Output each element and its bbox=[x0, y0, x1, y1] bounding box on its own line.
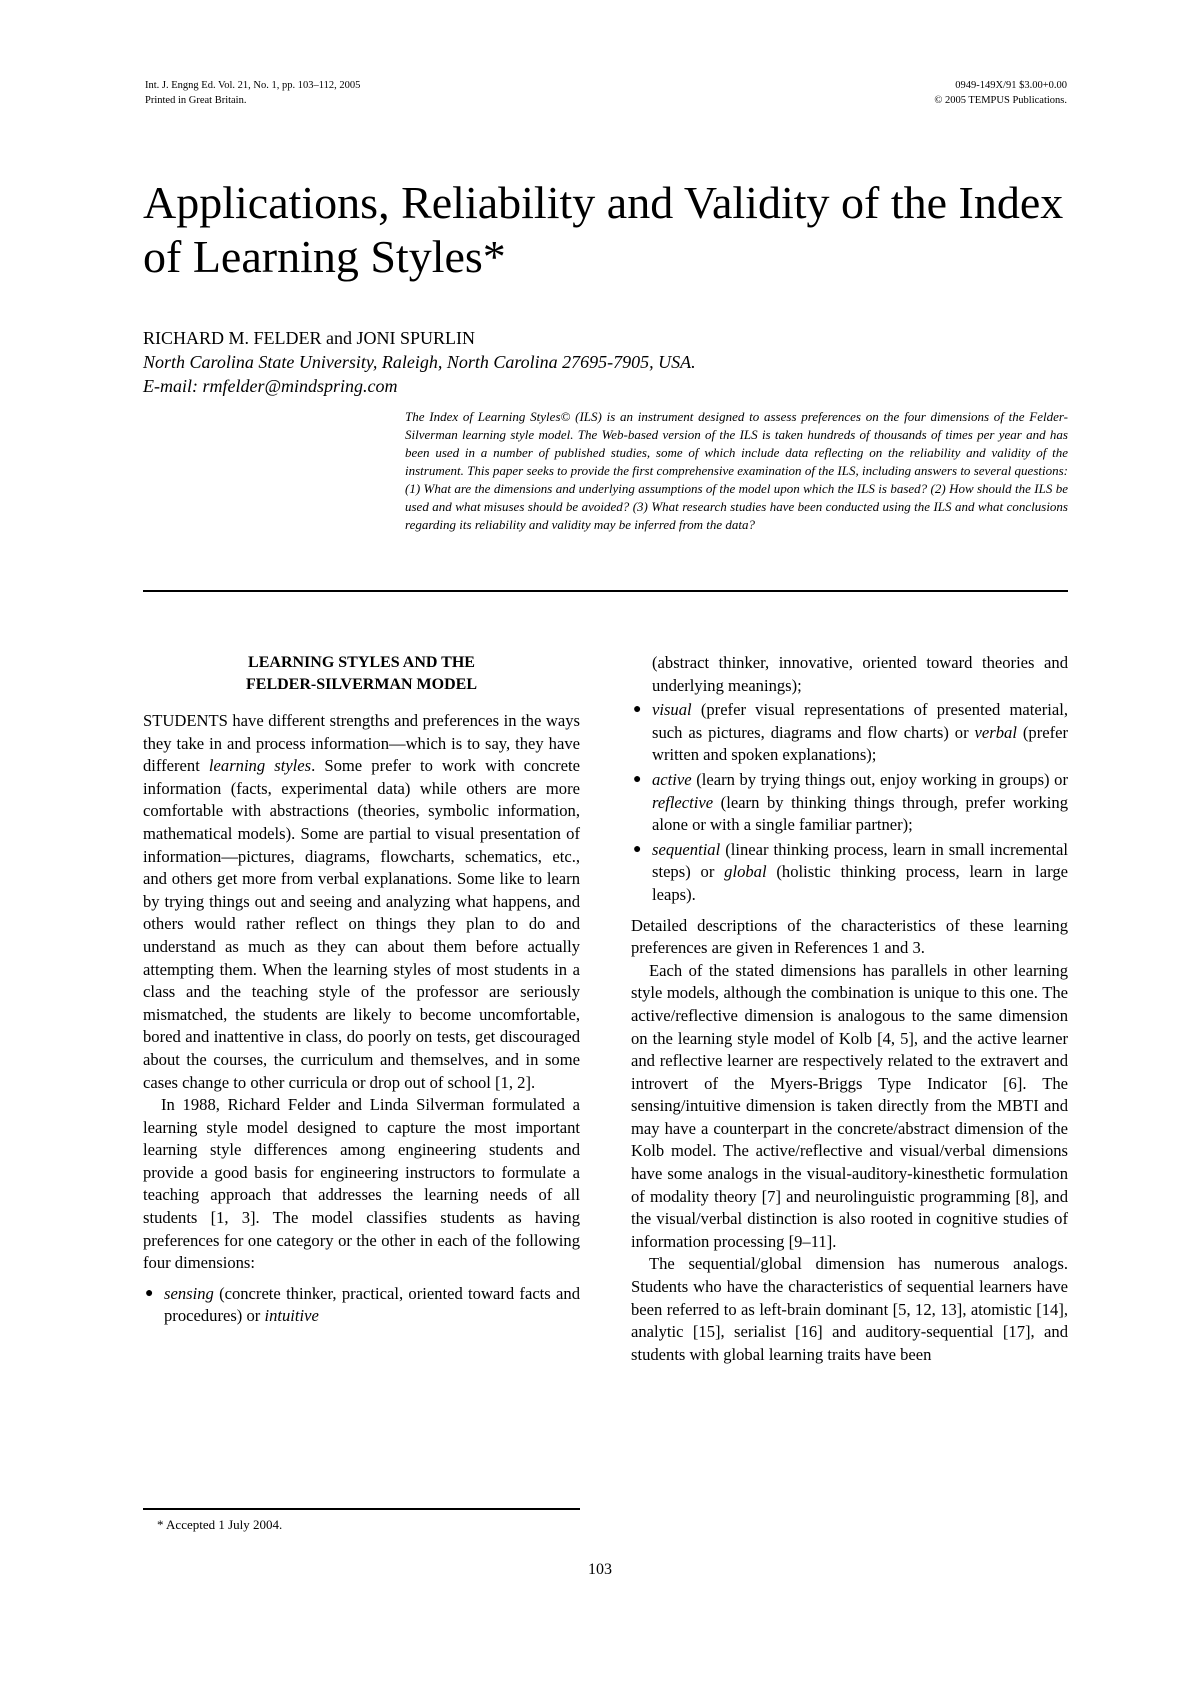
bullet-icon: ● bbox=[633, 841, 642, 857]
text-run: . Some prefer to work with concrete information (facts, experimental data) while others are more comfortable with abstractions (theories, symbolic information, mathematical models). Some are partial to visual presentation of information—pictures, diagrams, flowcharts, schematics, etc., and others get more from verbal explanations. Some like to learn by trying things out and seeing and analyzing what happens, and others would rather reflect on things they plan to do and understand as much as they can about them before actually attempting them. When the learning styles of most students in a class and the teaching style of the professor are seriously mismatched, the students are likely to become uncomfortable, bored and inattentive in class, do poorly on tests, get discouraged about the courses, the curriculum and themselves, and in some cases change to other curricula or drop out of school [1, 2]. bbox=[143, 756, 580, 1092]
text-run: (learn by thinking things through, prefer working alone or with a single familiar partner); bbox=[652, 792, 1068, 835]
text-run: (linear thinking process, learn in small incremental steps) or bbox=[652, 839, 1068, 882]
copyright-note: © 2005 TEMPUS Publications. bbox=[934, 95, 1067, 106]
journal-citation: Int. J. Engng Ed. Vol. 21, No. 1, pp. 103–112, 2005 bbox=[145, 80, 361, 91]
body-paragraph: Detailed descriptions of the characteristics of these learning preferences are given in References 1 and 3. bbox=[631, 915, 1068, 958]
text-run: (prefer written and spoken explanations); bbox=[652, 722, 1068, 765]
abstract-divider bbox=[143, 590, 1068, 592]
printed-note: Printed in Great Britain. bbox=[145, 95, 247, 106]
text-run: (learn by trying things out, enjoy working in groups) or bbox=[691, 769, 1068, 789]
section-heading bbox=[143, 652, 580, 696]
bullet-icon: ● bbox=[633, 702, 642, 718]
text-run: (prefer visual representations of presented material, such as pictures, diagrams and flow charts) or bbox=[652, 700, 1068, 742]
issn-price: 0949-149X/91 $3.00+0.00 bbox=[955, 80, 1067, 91]
text-run: (concrete thinker, practical, oriented toward facts and procedures) or bbox=[164, 1283, 580, 1326]
dimension-list bbox=[143, 1283, 580, 1328]
section-heading-line: FELDER-SILVERMAN MODEL bbox=[246, 676, 477, 693]
author-affiliation: North Carolina State University, Raleigh, North Carolina 27695-7905, USA. bbox=[143, 352, 696, 372]
emphasis-term: intuitive bbox=[264, 1306, 319, 1326]
author-names: RICHARD M. FELDER and JONI SPURLIN bbox=[143, 328, 476, 348]
running-header-left bbox=[145, 78, 360, 108]
running-header-right bbox=[934, 78, 1067, 108]
body-paragraph: The sequential/global dimension has numerous analogs. Students who have the characteristics of sequential learners have been referred to as left-brain dominant [5, 12, 13], atomistic [14], analytic [15], serialist [16] and auditory-sequential [17], and students with global learning traits have been bbox=[631, 1254, 1068, 1364]
bullet-icon: ● bbox=[145, 1285, 154, 1301]
body-paragraph bbox=[143, 710, 580, 1094]
emphasis-term: visual bbox=[652, 700, 692, 720]
section-heading-line: LEARNING STYLES AND THE bbox=[248, 654, 475, 671]
list-item bbox=[143, 1283, 580, 1328]
emphasis-term: learning styles bbox=[208, 756, 312, 776]
bullet-icon: ● bbox=[633, 771, 642, 787]
dimension-list bbox=[631, 699, 1068, 906]
emphasis-term: active bbox=[652, 769, 692, 789]
author-email: E-mail: rmfelder@mindspring.com bbox=[143, 376, 398, 396]
right-column bbox=[631, 652, 1068, 1366]
paper-title: Applications, Reliability and Validity of the Index of Learning Styles* bbox=[143, 177, 1064, 282]
list-item bbox=[631, 839, 1068, 907]
body-paragraph: In 1988, Richard Felder and Linda Silverman formulated a learning style model designed to capture the most important learning style differences among engineering students and provide a good basis for engineering instructors to formulate a teaching approach that addresses the learning needs of all students [1, 3]. The model classifies students as having preferences for one category or the other in each of the following four dimensions: bbox=[143, 1095, 580, 1273]
list-item bbox=[631, 699, 1068, 767]
left-column bbox=[143, 652, 580, 1336]
list-item-continuation: (abstract thinker, innovative, oriented toward theories and underlying meanings); bbox=[652, 653, 1068, 695]
emphasis-term: verbal bbox=[974, 722, 1017, 742]
text-run: STUDENTS have different strengths and preferences in the ways they take in and process information—which is to say, they have different bbox=[143, 711, 580, 776]
text-run: (holistic thinking process, learn in large leaps). bbox=[652, 862, 1069, 904]
footnote-divider bbox=[143, 1508, 580, 1510]
emphasis-term: sequential bbox=[652, 839, 721, 859]
emphasis-term: global bbox=[724, 862, 767, 882]
abstract: The Index of Learning Styles© (ILS) is an instrument designed to assess preferences on the four dimensions of the Felder-Silverman learning style model. The Web-based version of the ILS is taken hundreds of thousands of times per year and has been used in a number of published studies, some of which include data reflecting on the reliability and validity of the instrument. This paper seeks to provide the first comprehensive examination of the ILS, including answers to several questions: (1) What are the dimensions and underlying assumptions of the model upon which the ILS is based? (2) How should the ILS be used and what misuses should be avoided? (3) What research studies have been conducted using the ILS and what conclusions regarding its reliability and validity may be inferred from the data? bbox=[405, 409, 1068, 532]
emphasis-term: reflective bbox=[652, 792, 714, 812]
list-item bbox=[631, 769, 1068, 837]
author-block bbox=[143, 326, 696, 398]
footnote: * Accepted 1 July 2004. bbox=[157, 1517, 283, 1532]
emphasis-term: sensing bbox=[164, 1283, 214, 1303]
body-paragraph: Each of the stated dimensions has parallels in other learning style models, although the combination is unique to this one. The active/reflective dimension is analogous to the same dimension on the learning style model of Kolb [4, 5], and the active learner and reflective learner are respectively related to the extravert and introvert of the Myers-Briggs Type Indicator [6]. The sensing/intuitive dimension is taken directly from the MBTI and may have a counterpart in the concrete/abstract dimension of the Kolb model. The active/reflective and visual/verbal dimensions have some analogs in the visual-auditory-kinesthetic formulation of modality theory [7] and neurolinguistic programming [8], and the visual/verbal distinction is also rooted in cognitive studies of information processing [9–11]. bbox=[631, 960, 1068, 1251]
page-number: 103 bbox=[588, 1561, 612, 1578]
